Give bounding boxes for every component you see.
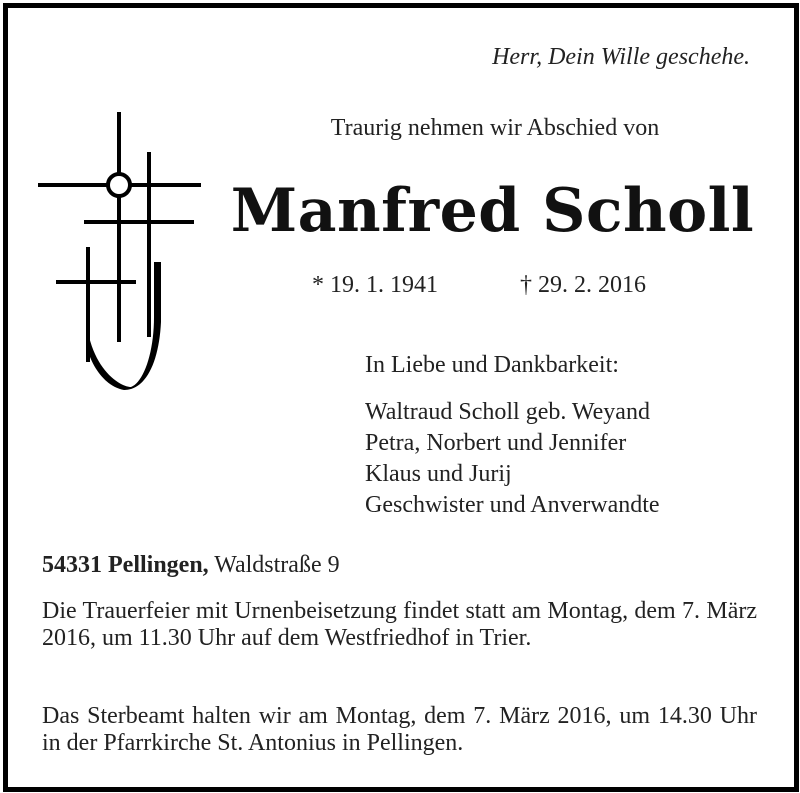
intro-text: Traurig nehmen wir Abschied von	[330, 115, 660, 141]
mourner: Geschwister und Anverwandte	[365, 492, 660, 518]
mourners-list	[365, 397, 660, 521]
address	[42, 552, 340, 579]
funeral-info: Die Trauerfeier mit Urnenbeisetzung findet statt am Montag, dem 7. März 2016, um 11.30 Uhr auf dem Westfriedhof in Trier.	[42, 598, 757, 651]
mass-info: Das Sterbeamt halten wir am Montag, dem 7. März 2016, um 14.30 Uhr in der Pfarrkirche St. Antonius in Pellingen.	[42, 703, 757, 756]
address-place: 54331 Pellingen,	[42, 552, 209, 578]
thanks-line: In Liebe und Dankbarkeit:	[365, 352, 619, 378]
mourner: Klaus und Jurij	[365, 461, 512, 487]
birth-date: * 19. 1. 1941	[312, 272, 438, 298]
deceased-name: Manfred Scholl	[230, 176, 755, 246]
mourner: Waltraud Scholl geb. Weyand	[365, 399, 650, 425]
mourner: Petra, Norbert und Jennifer	[365, 430, 627, 456]
motto: Herr, Dein Wille geschehe.	[492, 44, 750, 70]
cross-anchor-icon	[36, 112, 206, 392]
death-date: † 29. 2. 2016	[520, 272, 646, 298]
address-street: Waldstraße 9	[214, 552, 340, 578]
